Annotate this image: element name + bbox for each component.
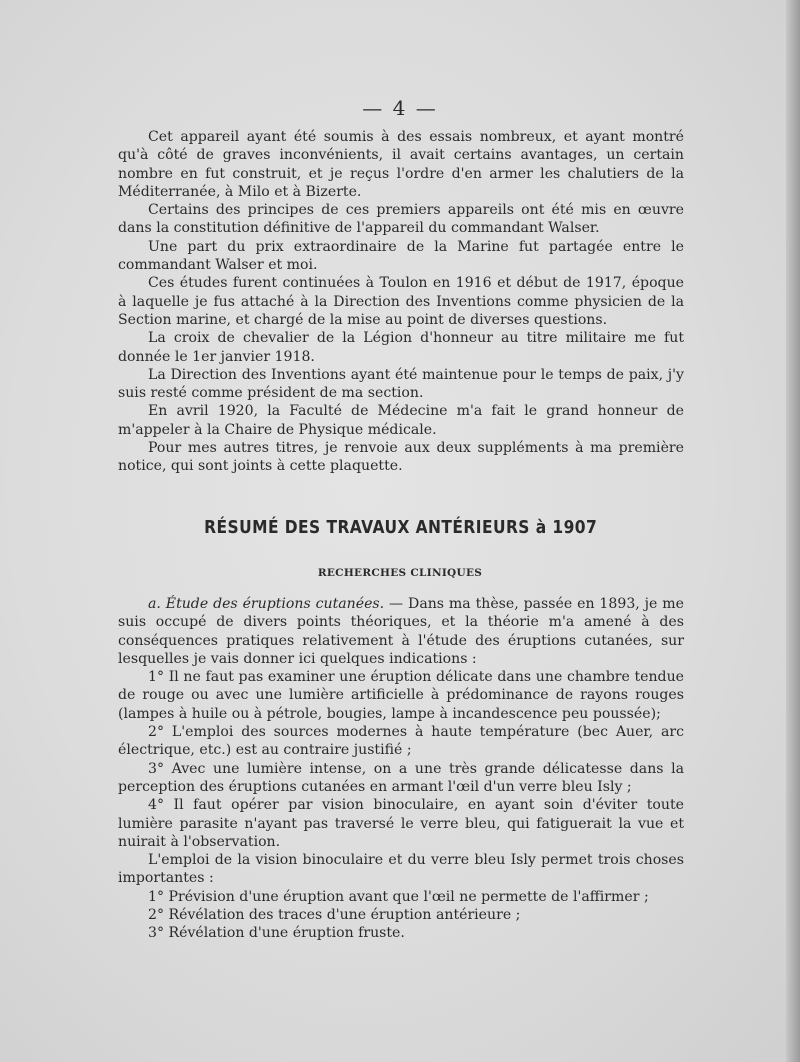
- research-lead-text: — Dans ma thèse, passée en 1893, je me suis occupé de divers points théoriques, et la théorie m'a amené à des conséquences pratiques relativement à l'étude des éruptions cutanées, sur lesquelles je vais donner ici quelques indications :: [118, 596, 684, 667]
- paragraph: Cet appareil ayant été soumis à des essais nombreux, et ayant montré qu'à côté de graves inconvénients, il avait certains avantages, un certain nombre en fut construit, et je reçus l'ordre d'en armer les chalutiers de la Méditerranée, à Milo et à Bizerte.: [118, 129, 684, 200]
- research-point: 1° Il ne faut pas examiner une éruption délicate dans une chambre tendue de rouge ou avec une lumière artificielle à prédominance de rayons rouges (lampes à huile ou à pétrole, bougies, lampe à incandescence peu poussée);: [118, 669, 684, 722]
- section-heading: RÉSUMÉ DES TRAVAUX ANTÉRIEURS à 1907: [204, 517, 598, 538]
- paragraph: Certains des principes de ces premiers appareils ont été mis en œuvre dans la constitution définitive de l'appareil du commandant Walser.: [118, 202, 684, 237]
- research-lead: [118, 595, 684, 668]
- research-text: [118, 595, 684, 943]
- research-point: 3° Avec une lumière intense, on a une très grande délicatesse dans la perception des éruptions cutanées en armant l'œil d'un verre bleu Isly ;: [118, 760, 684, 795]
- paragraph: En avril 1920, la Faculté de Médecine m'a fait le grand honneur de m'appeler à la Chaire de Physique médicale.: [118, 403, 684, 438]
- paragraph: Une part du prix extraordinaire de la Marine fut partagée entre le commandant Walser et moi.: [118, 238, 684, 274]
- intro-text: [118, 128, 684, 476]
- research-point: 4° Il faut opérer par vision binoculaire, en ayant soin d'éviter toute lumière parasite n'ayant pas traversé le verre bleu, qui fatiguerait la vue et nuirait à l'observation.: [118, 797, 684, 850]
- paragraph: La Direction des Inventions ayant été maintenue pour le temps de paix, j'y suis resté comme président de ma section.: [118, 366, 684, 402]
- subsection-heading: RECHERCHES CLINIQUES: [317, 567, 483, 579]
- research-outcome: 2° Révélation des traces d'une éruption antérieure ;: [148, 907, 521, 924]
- page-number: — 4 —: [362, 96, 438, 120]
- paragraph: Pour mes autres titres, je renvoie aux deux suppléments à ma première notice, qui sont joints à cette plaquette.: [118, 440, 684, 475]
- research-outcome: 3° Révélation d'une éruption fruste.: [148, 925, 405, 942]
- research-outcome: 1° Prévision d'une éruption avant que l'œil ne permette de l'affirmer ;: [148, 888, 649, 905]
- paragraph: Ces études furent continuées à Toulon en 1916 et début de 1917, époque à laquelle je fus attaché à la Direction des Inventions comme physicien de la Section marine, et chargé de la mise au point de diverses questions.: [118, 275, 684, 328]
- research-summary: L'emploi de la vision binoculaire et du verre bleu Isly permet trois choses importantes :: [118, 852, 684, 887]
- research-lead-label: a. Étude des éruptions cutanées.: [148, 596, 385, 612]
- research-point: 2° L'emploi des sources modernes à haute température (bec Auer, arc électrique, etc.) est au contraire justifié ;: [118, 724, 684, 759]
- paragraph: La croix de chevalier de la Légion d'honneur au titre militaire me fut donnée le 1er janvier 1918.: [118, 330, 684, 365]
- page-edge-shadow: [786, 0, 800, 1062]
